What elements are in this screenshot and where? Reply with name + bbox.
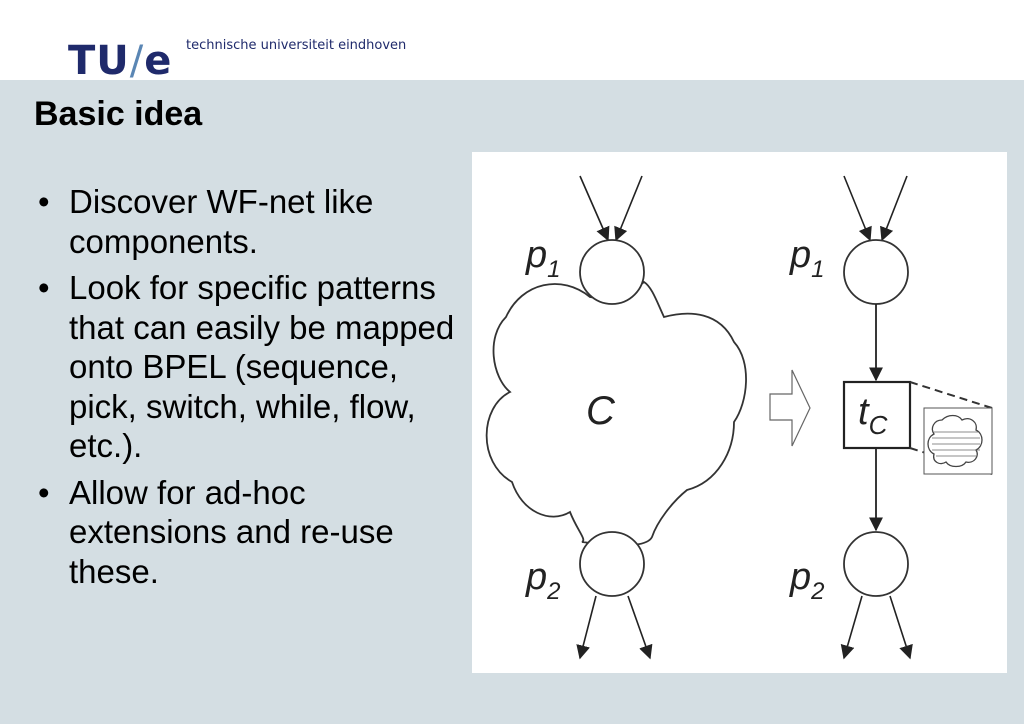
logo-tu: TU (68, 38, 130, 84)
label-p1-left: $p_1$ (526, 234, 561, 283)
arc-out-right-1 (844, 596, 862, 658)
right-net (789, 176, 992, 658)
label-tc: $t_C$ (858, 391, 888, 440)
label-component-c: C (586, 389, 615, 433)
place-p1-left (580, 240, 644, 304)
arc-in-right-1 (844, 176, 870, 240)
arc-out-left-1 (580, 596, 596, 658)
arc-in-right-2 (882, 176, 907, 240)
bullet-dot: • (38, 269, 50, 306)
bullet-item (38, 473, 458, 592)
bullet-text: Allow for ad-hoc extensions and re-use these. (69, 473, 394, 590)
arc-in-left-2 (616, 176, 642, 240)
label-p2-left: $p_2$ (526, 556, 561, 605)
left-net (487, 176, 746, 658)
bullet-item (38, 182, 458, 261)
bullet-list (38, 182, 458, 598)
label-p1-right: $p_1$ (790, 234, 825, 283)
place-p2-left (580, 532, 644, 596)
bullet-dot: • (38, 473, 50, 511)
arc-in-left-1 (580, 176, 608, 240)
logo-slash: / (129, 38, 145, 84)
transform-arrow-icon (770, 370, 810, 446)
university-name: technische universiteit eindhoven (186, 38, 407, 53)
place-p2-right (844, 532, 908, 596)
place-p1-right (844, 240, 908, 304)
component-cloud (487, 282, 746, 545)
arc-out-left-2 (628, 596, 650, 658)
zoom-line-top (910, 382, 992, 408)
slide-title: Basic idea (34, 95, 203, 133)
bullet-text: Discover WF-net like components. (69, 183, 374, 260)
bullet-item (38, 268, 458, 466)
logo-e: e (144, 38, 173, 84)
label-p2-right: $p_2$ (790, 556, 825, 605)
petri-net-figure (472, 152, 1007, 673)
mini-cloud-icon (928, 416, 982, 467)
bullet-text: Look for specific patterns that can easily be mapped onto BPEL (sequence, pick, switch, while, flow, etc.). (69, 269, 455, 464)
petri-net-diagram (472, 152, 1007, 673)
tue-logo (68, 38, 172, 84)
bullet-dot: • (38, 183, 50, 220)
arc-out-right-2 (890, 596, 910, 658)
